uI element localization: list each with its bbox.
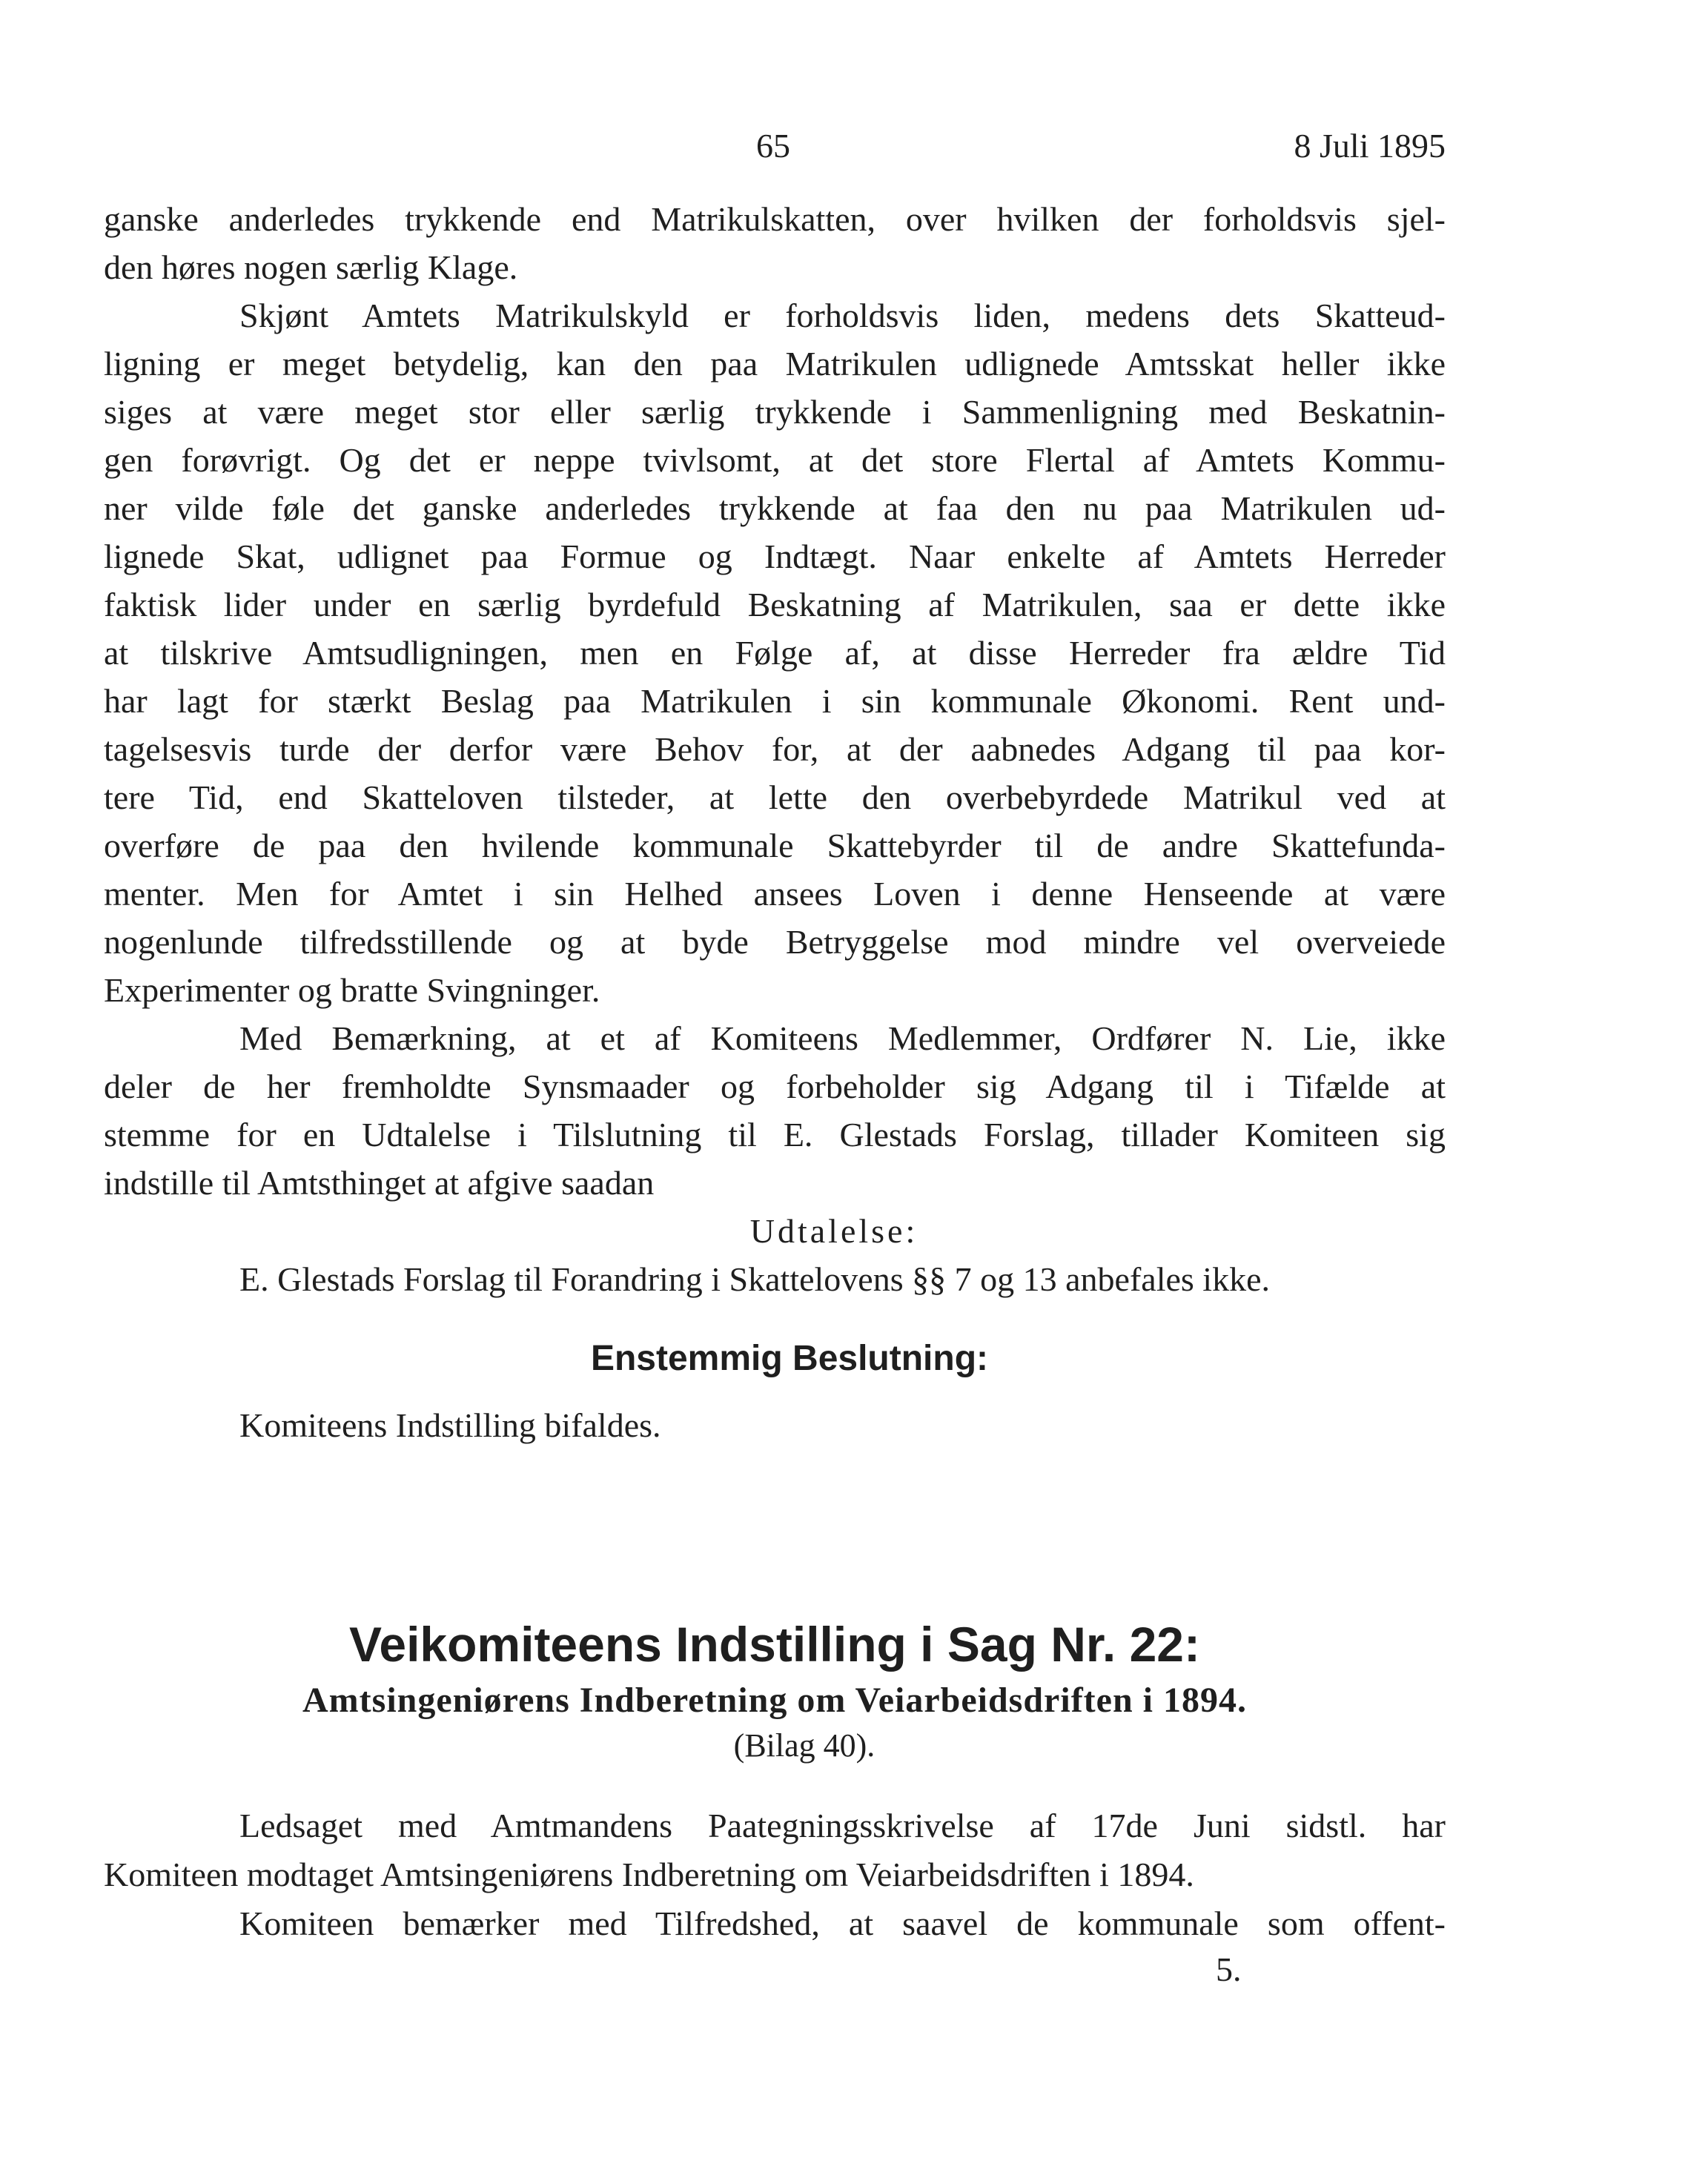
section-bilag: (Bilag 40). bbox=[733, 1727, 875, 1764]
beslutning-heading: Enstemmig Beslutning: bbox=[590, 1339, 989, 1378]
paragraph-5 bbox=[104, 1899, 1446, 1948]
section-subtitle: Amtsingeniørens Indberetning om Veiarbeidsdriften i 1894. bbox=[302, 1681, 1247, 1720]
udtalelse-heading: Udtalelse: bbox=[749, 1212, 918, 1250]
text-line: gen forøvrigt. Og det er neppe tvivlsomt, at det store Flertal af Amtets Kommu- bbox=[104, 441, 1446, 479]
page-header bbox=[104, 126, 1446, 171]
section-title: Veikomiteens Indstilling i Sag Nr. 22: bbox=[348, 1617, 1200, 1672]
text-line: Komiteens Indstilling bifaldes. bbox=[239, 1406, 661, 1444]
text-line: Skjønt Amtets Matrikulskyld er forholdsvis liden, medens dets Skatteud- bbox=[239, 297, 1446, 334]
text-line: Komiteen modtaget Amtsingeniørens Indberetning om Veiarbeidsdriften i 1894. bbox=[104, 1856, 1194, 1893]
text-line: E. Glestads Forslag til Forandring i Skattelovens §§ 7 og 13 anbefales ikke. bbox=[239, 1260, 1270, 1298]
udtalelse-paragraph bbox=[104, 1255, 1446, 1303]
beslutning-paragraph bbox=[104, 1401, 1446, 1449]
paragraph-4 bbox=[104, 1801, 1446, 1899]
text-line: nogenlunde tilfredsstillende og at byde Betryggelse mod mindre vel overveiede bbox=[104, 923, 1446, 961]
text-line: stemme for en Udtalelse i Tilslutning til E. Glestads Forslag, tillader Komiteen sig bbox=[104, 1116, 1446, 1153]
page-date: 8 Juli 1895 bbox=[1294, 127, 1446, 165]
text-line: ligning er meget betydelig, kan den paa Matrikulen udlignede Amtsskat heller ikke bbox=[104, 345, 1446, 383]
text-line: Med Bemærkning, at et af Komiteens Medlemmer, Ordfører N. Lie, ikke bbox=[239, 1019, 1446, 1057]
text-line: siges at være meget stor eller særlig trykkende i Sammenligning med Beskatnin- bbox=[104, 393, 1446, 431]
text-line: lignede Skat, udlignet paa Formue og Indtægt. Naar enkelte af Amtets Herreder bbox=[104, 537, 1446, 575]
text-line: ner vilde føle det ganske anderledes trykkende at faa den nu paa Matrikulen ud- bbox=[104, 489, 1446, 527]
paragraph-2 bbox=[104, 291, 1446, 1014]
text-line: tere Tid, end Skatteloven tilsteder, at lette den overbebyrdede Matrikul ved at bbox=[104, 778, 1446, 816]
text-line: tagelsesvis turde der derfor være Behov for, at der aabnedes Adgang til paa kor- bbox=[104, 730, 1446, 768]
text-line: deler de her fremholdte Synsmaader og forbeholder sig Adgang til i Tifælde at bbox=[104, 1068, 1446, 1105]
paragraph-3 bbox=[104, 1014, 1446, 1207]
text-line: faktisk lider under en særlig byrdefuld Beskatning af Matrikulen, saa er dette ikke bbox=[104, 586, 1446, 623]
text-line: at tilskrive Amtsudligningen, men en Følge af, at disse Herreder fra ældre Tid bbox=[104, 634, 1446, 672]
text-line: menter. Men for Amtet i sin Helhed ansees Loven i denne Henseende at være bbox=[104, 875, 1446, 913]
text-line: indstille til Amtsthinget at afgive saadan bbox=[104, 1164, 655, 1202]
paragraph-1 bbox=[104, 195, 1446, 291]
page-number: 65 bbox=[756, 127, 790, 165]
text-line: har lagt for stærkt Beslag paa Matrikulen i sin kommunale Økonomi. Rent und- bbox=[104, 682, 1446, 720]
text-line: Ledsaget med Amtmandens Paategningsskrivelse af 17de Juni sidstl. har bbox=[239, 1807, 1446, 1844]
signature-number: 5. bbox=[1216, 1950, 1242, 1988]
text-line: Komiteen bemærker med Tilfredshed, at saavel de kommunale som offent- bbox=[239, 1904, 1446, 1942]
body-text bbox=[104, 195, 1446, 1303]
text-line: den høres nogen særlig Klage. bbox=[104, 248, 518, 286]
text-line: ganske anderledes trykkende end Matrikulskatten, over hvilken der forholdsvis sjel- bbox=[104, 200, 1446, 238]
text-line: Experimenter og bratte Svingninger. bbox=[104, 971, 600, 1009]
text-line: overføre de paa den hvilende kommunale Skattebyrder til de andre Skattefunda- bbox=[104, 827, 1446, 864]
